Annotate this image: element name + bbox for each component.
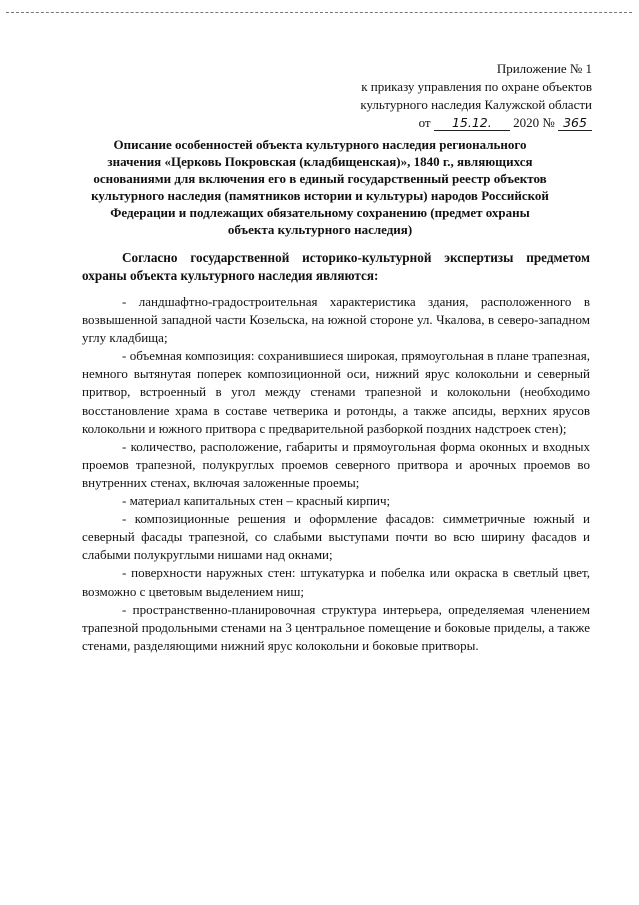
scan-top-border bbox=[6, 12, 632, 13]
title-line: культурного наследия (памятников истории и культуры) народов Российской bbox=[91, 188, 549, 203]
title-line: Федерации и подлежащих обязательному сохранению (предмет охраны bbox=[110, 205, 530, 220]
document-title bbox=[80, 136, 560, 238]
subject-heading: Согласно государственной историко-культурной экспертизы предметом охраны объекта культурного наследия являются: bbox=[82, 250, 590, 283]
list-item: - объемная композиция: сохранившиеся широкая, прямоугольная в плане трапезная, немного вытянутая поперек композиционной оси, нижний ярус колокольни и северный притвор, встроенный в угол между стенами трапезной и колокольни (необходимо восстановление храма в составе четверика и ротонды, а также апсиды, верхних ярусов колокольни и южного притвора с предварительной разборкой поздних надстроек стен); bbox=[82, 348, 590, 436]
date-prefix: от bbox=[418, 115, 431, 130]
appendix-header bbox=[360, 60, 592, 132]
list-item: - композиционные решения и оформление фасадов: симметричные южный и северный фасады трапезной, со слабыми выступами почти во всю ширину фасадов и слабыми полукруглыми нишами над окнами; bbox=[82, 511, 590, 563]
list-item: - пространственно-планировочная структура интерьера, определяемая членением трапезной продольными стенами на 3 центральное помещение и боковые приделы, а также стенами, разделяющими нижний ярус колокольни и боковые притворы. bbox=[82, 601, 590, 653]
year-number-label: 2020 № bbox=[513, 115, 555, 130]
title-line: объекта культурного наследия) bbox=[227, 222, 413, 237]
list-item: - ландшафтно-градостроительная характеристика здания, расположенного в возвышенной западной части Козельска, на южной стороне ул. Чкалова, в северо-западном углу кладбища; bbox=[82, 294, 590, 346]
handwritten-date: 15.12. bbox=[434, 116, 510, 131]
appendix-date-line bbox=[360, 114, 592, 132]
appendix-title: Приложение № 1 bbox=[496, 61, 592, 76]
title-line: Описание особенностей объекта культурного наследия регионального bbox=[113, 137, 527, 152]
title-line: значения «Церковь Покровская (кладбищенская)», 1840 г., являющихся bbox=[107, 154, 533, 169]
list-item: - поверхности наружных стен: штукатурка и побелка или окраска в светлый цвет, возможно с цветовым выделением ниш; bbox=[82, 565, 590, 599]
title-line: основаниями для включения его в единый государственный реестр объектов bbox=[93, 171, 547, 186]
appendix-authority: культурного наследия Калужской области bbox=[360, 97, 592, 112]
appendix-order-ref: к приказу управления по охране объектов bbox=[361, 79, 592, 94]
list-item: - материал капитальных стен – красный кирпич; bbox=[122, 493, 391, 509]
handwritten-order-number: 365 bbox=[558, 116, 592, 131]
protection-items-list bbox=[82, 293, 590, 655]
list-item: - количество, расположение, габариты и прямоугольная форма оконных и входных проемов трапезной, полукруглых проемов северного притвора и арочных проемов во внутренних стенах, включая заложенные проемы; bbox=[82, 438, 590, 490]
